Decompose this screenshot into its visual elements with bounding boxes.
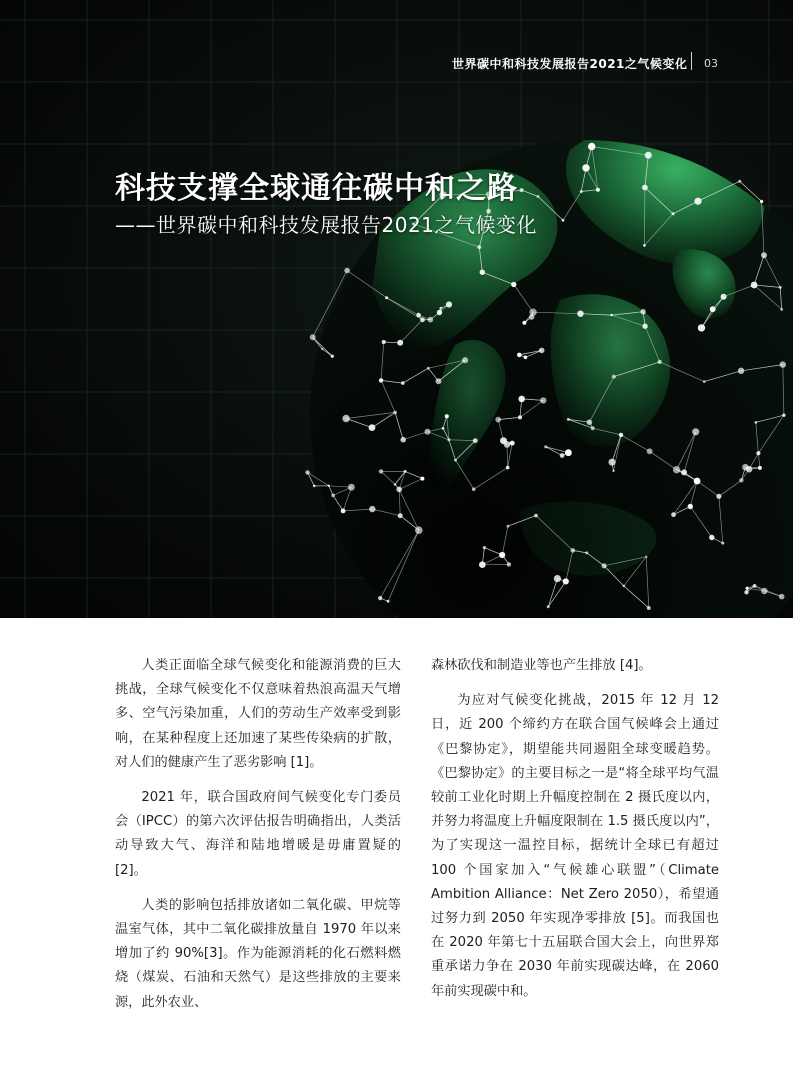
header-divider: [691, 52, 692, 70]
page-title: 科技支撑全球通往碳中和之路: [115, 171, 518, 206]
right-column: [431, 654, 719, 1015]
running-title: 世界碳中和科技发展报告2021之气候变化: [452, 57, 688, 71]
page-number: 03: [704, 57, 718, 70]
paragraph: 森林砍伐和制造业等也产生排放 [4]。: [431, 658, 652, 673]
paragraph: 2021 年，联合国政府间气候变化专门委员会（IPCC）的第六次评估报告明确指出，人类活动导致大气、海洋和陆地增暖是毋庸置疑的 [2]。: [115, 790, 401, 878]
left-column: [115, 654, 401, 1026]
paragraph: 人类正面临全球气候变化和能源消费的巨大挑战，全球气候变化不仅意味着热浪高温天气增多、空气污染加重，人们的劳动生产效率受到影响，在某种程度上还加速了某些传染病的扩散，对人们的健康产生了恶劣影响 [1]。: [115, 658, 401, 770]
paragraph: 人类的影响包括排放诸如二氧化碳、甲烷等温室气体，其中二氧化碳排放量自 1970 年以来增加了约 90%[3]。作为能源消耗的化石燃料燃烧（煤炭、石油和天然气）是这些排放的主要来源，此外农业、: [115, 897, 401, 1010]
paragraph: 为应对气候变化挑战，2015 年 12 月 12 日，近 200 个缔约方在联合国气候峰会上通过《巴黎协定》，期望能共同遏阻全球变暖趋势。《巴黎协定》的主要目标之一是“将全球平均气温较前工业化时期上升幅度控制在 2 摄氏度以内，并努力将温度上升幅度限制在 1.5 摄氏度以内”，为了实现这一温控目标，据统计全球已有超过 100 个国家加入“气候雄心联盟”（Climate Ambition Alliance：Net Zero 2050），希望通过努力到 2050 年实现净零排放 [5]。而我国也在 2020 年第七十五届联合国大会上，向世界郑重承诺力争在 2030 年前实现碳达峰，在 2060 年前实现碳中和。: [431, 693, 719, 999]
page-subtitle: ——世界碳中和科技发展报告2021之气候变化: [115, 213, 537, 237]
